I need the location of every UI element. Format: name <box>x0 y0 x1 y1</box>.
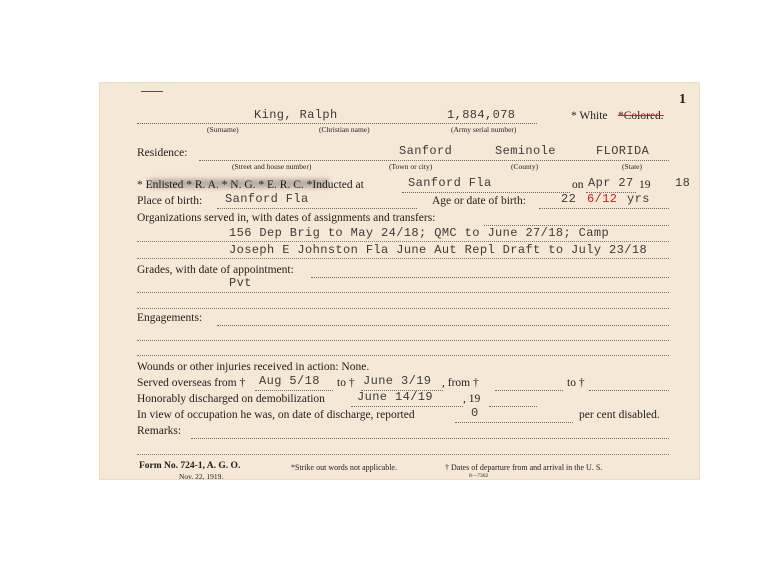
form-number: Form No. 724-1, A. G. O. <box>139 461 241 471</box>
year-prefix-label: 19 <box>639 179 651 191</box>
inducted-year-value: 18 <box>675 176 691 190</box>
surname-caption: (Surname) <box>207 125 239 134</box>
residence-label: Residence: <box>137 147 188 159</box>
residence-county-value: Seminole <box>495 144 556 158</box>
serial-caption: (Army serial number) <box>451 125 517 134</box>
honorably-discharged-label: Honorably discharged on demobilization <box>137 393 325 405</box>
age-label: Age or date of birth: <box>432 195 526 207</box>
served-from-value: Aug 5/18 <box>259 374 320 388</box>
percent-disabled-label: per cent disabled. <box>579 409 660 421</box>
grade-value: Pvt <box>229 276 252 290</box>
race-white-label: * White <box>571 110 608 122</box>
on-label: on <box>572 179 584 191</box>
served-to-value: June 3/19 <box>363 374 432 388</box>
christian-name-caption: (Christian name) <box>319 125 370 134</box>
served-to-label: to † <box>337 377 355 389</box>
age-fraction-value: 6/12 <box>587 192 618 206</box>
to-second-label: to † <box>567 377 585 389</box>
surname-name-value: King, Ralph <box>254 108 338 122</box>
inducted-at-value: Sanford Fla <box>408 176 492 190</box>
disabled-percent-value: 0 <box>471 406 479 420</box>
from-second-label: , from † <box>442 377 479 389</box>
residence-town-value: Sanford <box>399 144 453 158</box>
serial-number-value: 1,884,078 <box>447 108 516 122</box>
race-colored-label: *Colored. <box>618 110 664 122</box>
place-of-birth-label: Place of birth: <box>137 195 203 207</box>
age-unit-value: yrs <box>627 192 650 206</box>
residence-state-value: FLORIDA <box>596 144 650 158</box>
card-number: 1 <box>679 92 686 107</box>
footnote-dates: † Dates of departure from and arrival in the U. S. <box>445 463 603 472</box>
wounds-label: Wounds or other injuries received in action: None. <box>137 361 370 373</box>
discharge-year-label: , 19 <box>463 393 481 405</box>
engagements-label: Engagements: <box>137 312 203 324</box>
organizations-label: Organizations served in, with dates of assignments and transfers: <box>137 212 436 224</box>
form-date: Nov. 22, 1919. <box>179 472 224 481</box>
inducted-date-value: Apr 27 <box>588 176 634 190</box>
service-record-card <box>99 82 700 480</box>
remarks-label: Remarks: <box>137 425 182 437</box>
county-caption: (County) <box>511 162 539 171</box>
town-caption: (Town or city) <box>389 162 433 171</box>
corner-tick <box>141 91 163 92</box>
grades-label: Grades, with date of appointment: <box>137 264 294 276</box>
discharge-date-value: June 14/19 <box>357 390 434 404</box>
birth-place-value: Sanford Fla <box>225 192 309 206</box>
print-code: 8—7362 <box>469 473 489 479</box>
organizations-line-2: Joseph E Johnston Fla June Aut Repl Draft to July 23/18 <box>229 243 648 257</box>
footnote-strike-out: *Strike out words not applicable. <box>291 463 397 472</box>
state-caption: (State) <box>622 162 642 171</box>
occupation-label: In view of occupation he was, on date of discharge, reported <box>137 409 415 421</box>
served-overseas-label: Served overseas from † <box>137 377 246 389</box>
street-caption: (Street and house number) <box>232 162 312 171</box>
organizations-line-1: 156 Dep Brig to May 24/18; QMC to June 27/18; Camp <box>229 226 610 240</box>
age-value: 22 <box>561 192 577 206</box>
enlisted-label: * Enlisted * R. A. * N. G. * E. R. C. *Inducted at <box>137 179 364 191</box>
